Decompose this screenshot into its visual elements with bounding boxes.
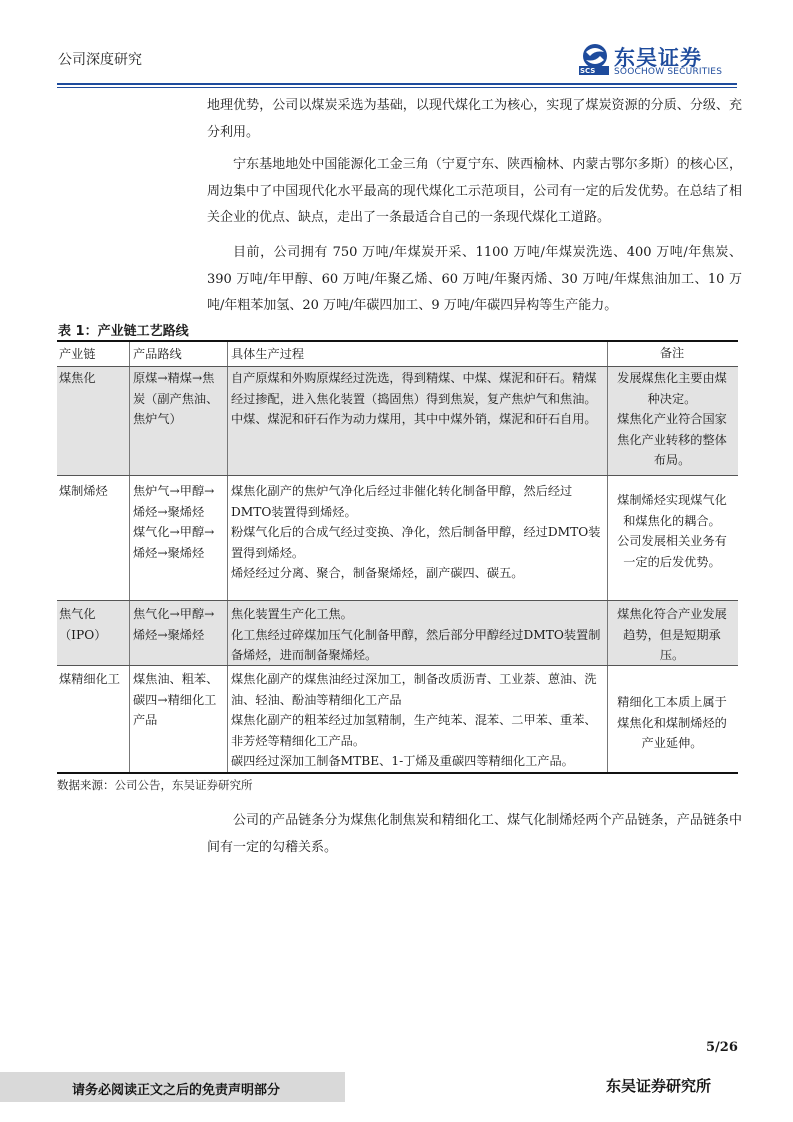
cell-process: 煤焦化副产的焦炉气净化后经过非催化转化制备甲醇，然后经过DMTO装置得到烯烃。 粉煤气化后的合成气经过变换、净化，然后制备甲醇，经过DMTO装置得到烯烃。 烯烃经过分离、聚合，制备聚烯烃，副产碳四、碳五。: [231, 484, 601, 580]
body-paragraph-1: 地理优势，公司以煤炭采选为基础，以现代煤化工为核心，实现了煤炭资源的分质、分级、充分利用。: [207, 98, 742, 140]
cell-chain: 煤焦化: [59, 371, 96, 385]
cell-note: 发展煤焦化主要由煤种决定。 煤焦化产业符合国家焦化产业转移的整体布局。: [617, 371, 727, 467]
cell-process: 焦化装置生产化工焦。 化工焦经过碎煤加压气化制备甲醇，然后部分甲醇经过DMTO装置制备烯烃，进而制备聚烯烃。: [231, 607, 601, 662]
cell-route: 原煤→精煤→焦炭（副产焦油、焦炉气）: [133, 371, 219, 426]
cell-route: 煤焦油、粗苯、碳四→精细化工产品: [133, 672, 219, 727]
body-paragraph-3: 目前，公司拥有 750 万吨/年煤炭开采、1100 万吨/年煤炭洗选、400 万吨/年焦炭、390 万吨/年甲醇、60 万吨/年聚乙烯、60 万吨/年聚丙烯、30 万吨/年煤焦油加工、10 万吨/年粗苯加氢、20 万吨/年碳四加工、9 万吨/年碳四异构等生产能力。: [207, 245, 742, 313]
cell-note: 精细化工本质上属于煤焦化和煤制烯烃的产业延伸。: [617, 695, 727, 750]
logo-english-name: SOOCHOW SECURITIES: [614, 67, 723, 77]
body-paragraph-2: 宁东基地地处中国能源化工金三角（宁夏宁东、陕西榆林、内蒙古鄂尔多斯）的核心区，周边集中了中国现代化水平最高的现代煤化工示范项目，公司有一定的后发优势。在总结了相关企业的优点、缺点，走出了一条最适合自己的一条现代煤化工道路。: [207, 157, 742, 225]
cell-route: 焦气化→甲醇→烯烃→聚烯烃: [133, 607, 215, 642]
footer-disclaimer: 请务必阅读正文之后的免责声明部分: [72, 1083, 281, 1098]
table-header-row: [57, 342, 738, 367]
logo-chinese-name: 东吴证券: [614, 46, 702, 70]
header-cell-chain: 产业链: [59, 347, 96, 361]
table-row: [57, 476, 738, 601]
table-source-note: 数据来源：公司公告，东吴证券研究所: [57, 778, 253, 792]
logo-mark-text: SCS: [580, 67, 596, 75]
header-rule-thin: [57, 87, 737, 88]
table-row: [57, 367, 738, 476]
cell-process: 煤焦化副产的煤焦油经过深加工，制备改质沥青、工业萘、蒽油、洗油、轻油、酚油等精细化工产品 煤焦化副产的粗苯经过加氢精制，生产纯苯、混苯、二甲苯、重苯、非芳烃等精细化工产品。 碳四经过深加工制备MTBE、1-丁烯及重碳四等精细化工产品。: [231, 672, 597, 768]
table-row: [57, 601, 738, 666]
cell-chain: 焦气化（IPO）: [59, 607, 107, 642]
header-cell-process: 具体生产过程: [231, 347, 305, 361]
table-title: 表 1：产业链工艺路线: [58, 324, 189, 339]
header-rule: [57, 83, 737, 85]
cell-chain: 煤制烯烃: [59, 484, 108, 498]
report-type-label: 公司深度研究: [58, 52, 142, 68]
header-cell-note: 备注: [659, 346, 685, 360]
table-row: [57, 666, 738, 774]
cell-note: 煤焦化符合产业发展趋势，但是短期承压。: [617, 607, 727, 662]
body-paragraph-4: 公司的产品链条分为煤焦化制焦炭和精细化工、煤气化制烯烃两个产品链条，产品链条中间有一定的勾稽关系。: [207, 813, 742, 855]
cell-chain: 煤精细化工: [59, 672, 120, 686]
page-number: 5/26: [706, 1040, 738, 1055]
cell-process: 自产原煤和外购原煤经过洗选，得到精煤、中煤、煤泥和矸石。精煤经过掺配，进入焦化装置（捣固焦）得到焦炭，复产焦炉气和焦油。 中煤、煤泥和矸石作为动力煤用，其中中煤外销，煤泥和矸石自用。: [231, 371, 597, 426]
brand-logo: [578, 42, 740, 80]
header-cell-route: 产品路线: [133, 347, 182, 361]
process-route-table: [57, 342, 738, 774]
footer-org-name: 东吴证券研究所: [606, 1077, 712, 1095]
cell-note: 煤制烯烃实现煤气化和煤焦化的耦合。 公司发展相关业务有一定的后发优势。: [617, 493, 727, 569]
cell-route: 焦炉气→甲醇→烯烃→聚烯烃 煤气化→甲醇→烯烃→聚烯烃: [133, 484, 215, 560]
